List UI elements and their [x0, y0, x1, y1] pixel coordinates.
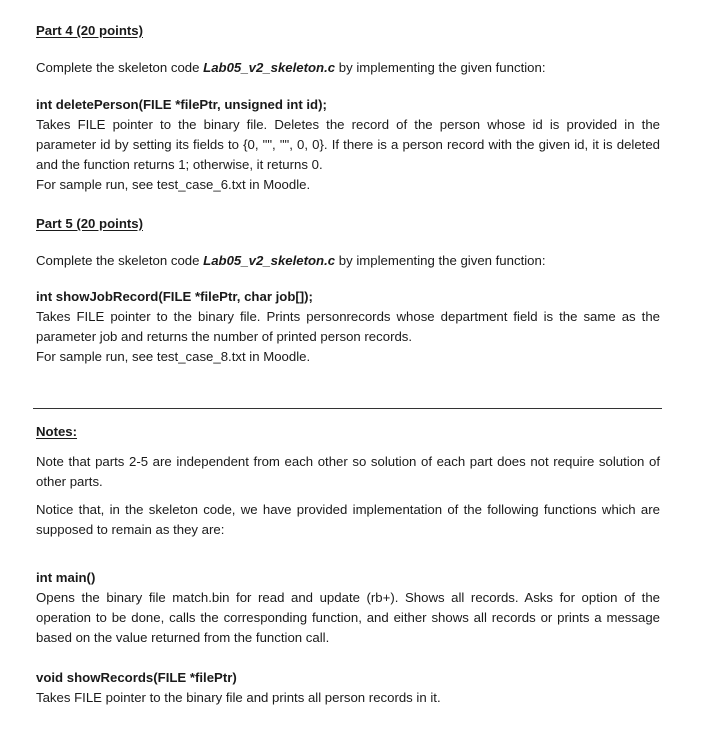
main-signature: int main()	[36, 570, 96, 585]
part5-description	[36, 307, 660, 367]
part4-signature: int deletePerson(FILE *filePtr, unsigned int id);	[36, 97, 327, 112]
part4-intro	[36, 58, 660, 78]
part4-description	[36, 115, 660, 195]
part5-sample: For sample run, see test_case_8.txt in Moodle.	[36, 349, 311, 364]
part4-desc-line3: and the function returns 1; otherwise, it returns 0.	[36, 157, 323, 172]
notes-paragraph-1: Note that parts 2-5 are independent from each other so solution of each part does not require solution of other parts.	[36, 454, 660, 489]
part5-intro	[36, 251, 660, 271]
showrecords-description: Takes FILE pointer to the binary file and prints all person records in it.	[36, 690, 441, 705]
part4-intro-filename: Lab05_v2_skeleton.c	[203, 60, 336, 75]
part5-desc-line2: parameter job and returns the number of printed person records.	[36, 329, 413, 344]
showrecords-signature: void showRecords(FILE *filePtr)	[36, 670, 237, 685]
main-description: Opens the binary file match.bin for read and update (rb+). Shows all records. Asks for option of the operation to be done, calls the corresponding function, and either shows all records or prints a message based on the value returned from the function call.	[36, 590, 660, 645]
notes-heading: Notes:	[36, 424, 78, 439]
part5-intro-suffix: by implementing the given function:	[335, 253, 546, 268]
notes-paragraph-2: Notice that, in the skeleton code, we have provided implementation of the following functions which are supposed to remain as they are:	[36, 502, 660, 537]
part4-desc-line1: Takes FILE pointer to the binary file. Deletes the record of the person whose id is provided in the	[36, 117, 660, 132]
part4-intro-prefix: Complete the skeleton code	[36, 60, 204, 75]
part4-intro-suffix: by implementing the given function:	[335, 60, 546, 75]
part5-desc-line1: Takes FILE pointer to the binary file. Prints personrecords whose department field is the same as the	[36, 309, 660, 324]
section-divider	[33, 408, 662, 409]
part4-sample: For sample run, see test_case_6.txt in Moodle.	[36, 177, 311, 192]
part5-intro-prefix: Complete the skeleton code	[36, 253, 204, 268]
part5-signature: int showJobRecord(FILE *filePtr, char job[]);	[36, 289, 313, 304]
part5-heading: Part 5 (20 points)	[36, 216, 143, 231]
part4-heading: Part 4 (20 points)	[36, 23, 143, 38]
part4-desc-line2: parameter id by setting its fields to {0, "", "", 0, 0}. If there is a person record with the given id, it is deleted	[36, 137, 660, 152]
part5-intro-filename: Lab05_v2_skeleton.c	[203, 253, 336, 268]
